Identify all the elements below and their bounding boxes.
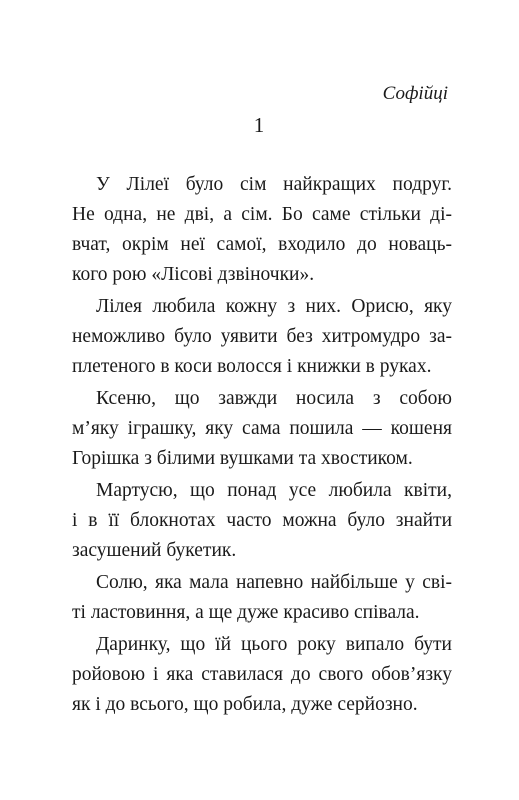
text-line: м’яку іграшку, яку сама пошила — кошеня [72,418,452,439]
dedication: Софійці [382,83,448,104]
text-line: і в її блокнотах часто можна було знайти [72,510,452,531]
text-line: У Лілеї було сім найкращих подруг. [96,174,452,195]
text-line: неможливо було уявити без хитромудро за- [72,326,452,347]
paragraph [72,170,452,290]
text-line: ті ластовиння, а ще дуже красиво співала. [72,602,420,623]
text-line: як і до всього, що робила, дуже серйозно. [72,694,418,715]
text-line: ройовою і яка ставилася до свого обов’язку [72,664,452,685]
body-text [72,170,452,720]
text-line: плетеного в коси волосся і книжки в руках. [72,356,432,377]
text-line: Солю, яка мала напевно найбільше у сві- [96,572,452,593]
text-line: Горішка з білими вушками та хвостиком. [72,448,413,469]
text-line: Лілея любила кожну з них. Орисю, яку [96,296,452,317]
paragraph [72,630,452,720]
paragraph [72,384,452,474]
paragraph [72,476,452,566]
text-line: вчат, окрім неї самої, входило до новаць- [72,234,452,255]
chapter-number: 1 [253,113,266,137]
paragraph [72,292,452,382]
text-line: Не одна, не дві, а сім. Бо саме стільки ді- [72,204,452,225]
text-line: Мартусю, що понад усе любила квіти, [96,480,452,501]
text-line: засушений букетик. [72,540,237,561]
text-line: Даринку, що їй цього року випало бути [96,634,452,655]
paragraph [72,568,452,628]
text-line: кого рою «Лісові дзвіночки». [72,264,315,285]
text-line: Ксеню, що завжди носила з собою [96,388,452,409]
